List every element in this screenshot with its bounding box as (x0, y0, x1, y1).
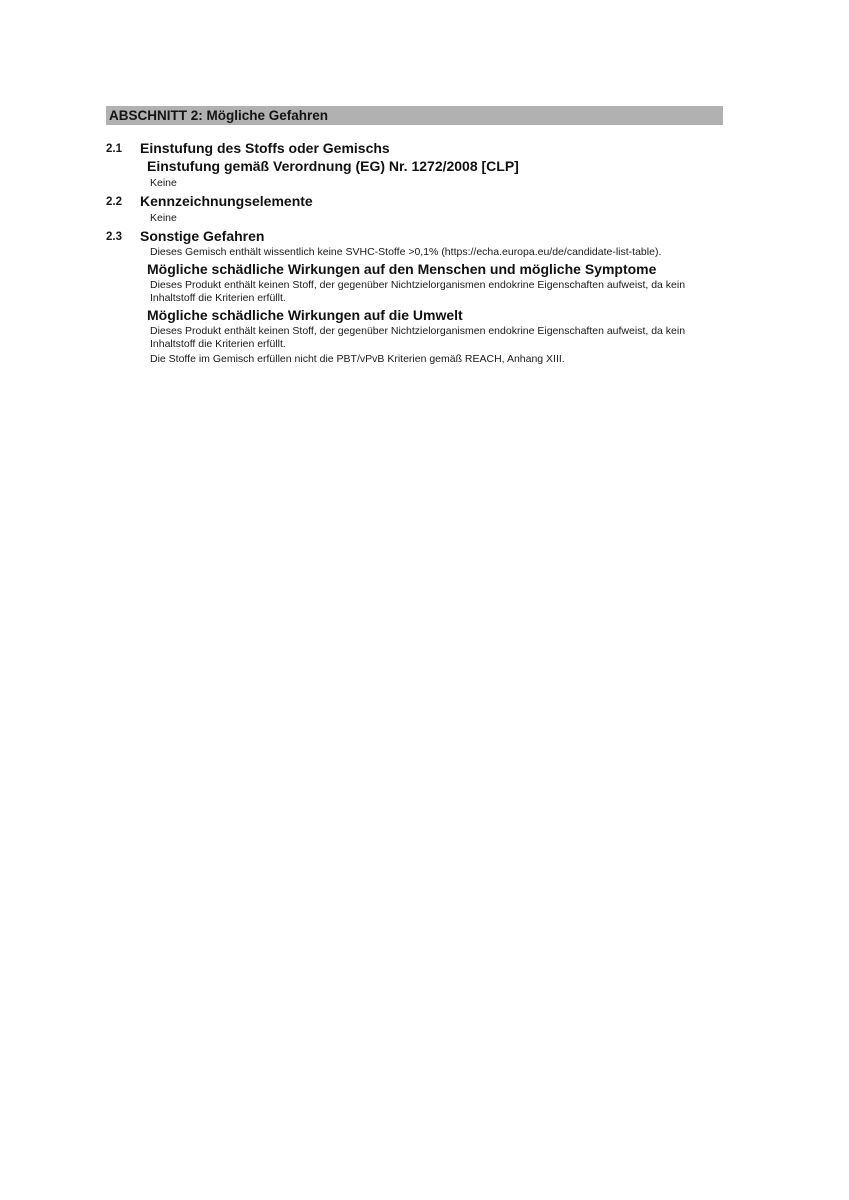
section-title: Einstufung des Stoffs oder Gemischs (140, 140, 390, 156)
section-header-title: ABSCHNITT 2: Mögliche Gefahren (109, 108, 329, 123)
subsection-heading-menschen: Mögliche schädliche Wirkungen auf den Menschen und mögliche Symptome (147, 261, 657, 277)
body-text-endokrin-umwelt: Dieses Produkt enthält keinen Stoff, der gegenüber Nichtzielorganismen endokrine Eigenschaften aufweist, da kein Inhaltstoff die Kriterien erfüllt. (150, 325, 686, 350)
section-content (140, 141, 723, 189)
section-2-3 (106, 229, 723, 366)
section-content (140, 194, 723, 224)
sds-document (106, 106, 723, 366)
section-title: Sonstige Gefahren (140, 228, 265, 244)
section-2-1 (106, 141, 723, 189)
subsection-heading-umwelt: Mögliche schädliche Wirkungen auf die Umwelt (147, 307, 463, 323)
subsection-heading-clp: Einstufung gemäß Verordnung (EG) Nr. 1272/2008 [CLP] (147, 158, 519, 174)
section-number: 2.3 (106, 231, 122, 243)
body-text-pbt-vpvb: Die Stoffe im Gemisch erfüllen nicht die PBT/vPvB Kriterien gemäß REACH, Anhang XIII. (150, 353, 565, 365)
body-text-keine: Keine (150, 212, 177, 224)
section-content (140, 229, 723, 366)
body-text-keine: Keine (150, 177, 177, 189)
section-2-2 (106, 194, 723, 224)
section-number: 2.2 (106, 196, 122, 208)
body-text-endokrin-menschen: Dieses Produkt enthält keinen Stoff, der gegenüber Nichtzielorganismen endokrine Eigenschaften aufweist, da kein Inhaltstoff die Kriterien erfüllt. (150, 279, 686, 304)
section-number: 2.1 (106, 143, 122, 155)
body-text-svhc: Dieses Gemisch enthält wissentlich keine SVHC-Stoffe >0,1% (https://echa.europa.eu/de/candidate-list-table). (150, 246, 662, 258)
section-header-bar (106, 106, 723, 125)
section-title: Kennzeichnungselemente (140, 193, 313, 209)
